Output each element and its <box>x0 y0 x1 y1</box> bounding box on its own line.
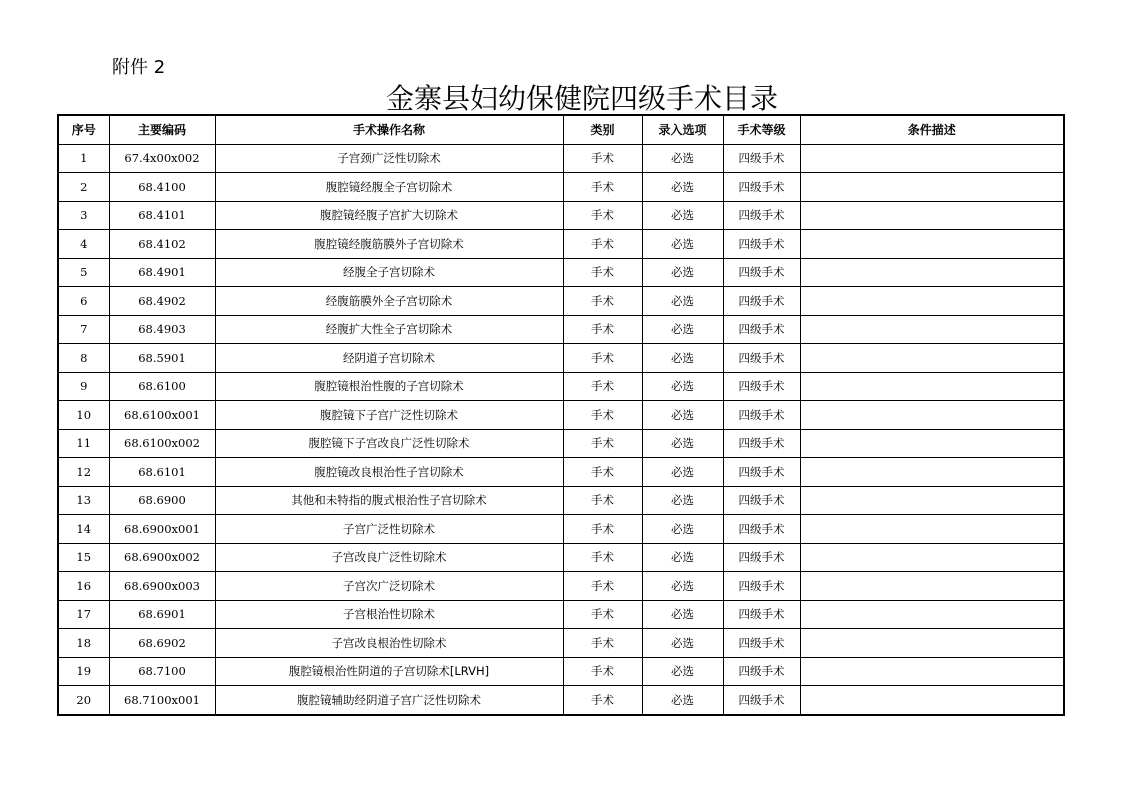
cell-grade: 四级手术 <box>723 458 800 487</box>
cell-code: 68.6900x003 <box>109 572 215 601</box>
cell-code: 68.6101 <box>109 458 215 487</box>
cell-code: 68.6900 <box>109 486 215 515</box>
cell-category: 手术 <box>563 543 642 572</box>
cell-name: 腹腔镜下子宫广泛性切除术 <box>215 401 563 430</box>
cell-grade: 四级手术 <box>723 657 800 686</box>
cell-grade: 四级手术 <box>723 173 800 202</box>
table-row <box>58 600 1064 629</box>
cell-code: 68.4902 <box>109 287 215 316</box>
cell-name: 子宫改良根治性切除术 <box>215 629 563 658</box>
cell-entry-option: 必选 <box>642 600 723 629</box>
table-row <box>58 686 1064 715</box>
cell-entry-option: 必选 <box>642 657 723 686</box>
cell-seq: 4 <box>58 230 109 259</box>
header-grade: 手术等级 <box>723 115 800 144</box>
cell-entry-option: 必选 <box>642 201 723 230</box>
cell-name: 腹腔镜经腹筋膜外子宫切除术 <box>215 230 563 259</box>
cell-seq: 13 <box>58 486 109 515</box>
cell-seq: 10 <box>58 401 109 430</box>
cell-category: 手术 <box>563 144 642 173</box>
cell-entry-option: 必选 <box>642 686 723 715</box>
cell-name: 子宫广泛性切除术 <box>215 515 563 544</box>
cell-name: 经阴道子宫切除术 <box>215 344 563 373</box>
cell-condition <box>800 686 1064 715</box>
cell-category: 手术 <box>563 429 642 458</box>
cell-code: 68.4102 <box>109 230 215 259</box>
cell-code: 68.6900x002 <box>109 543 215 572</box>
cell-entry-option: 必选 <box>642 401 723 430</box>
cell-condition <box>800 372 1064 401</box>
cell-seq: 7 <box>58 315 109 344</box>
attachment-label: 附件 2 <box>112 57 166 78</box>
cell-grade: 四级手术 <box>723 686 800 715</box>
cell-condition <box>800 144 1064 173</box>
cell-condition <box>800 287 1064 316</box>
cell-name: 子宫根治性切除术 <box>215 600 563 629</box>
cell-code: 68.4903 <box>109 315 215 344</box>
header-code: 主要编码 <box>109 115 215 144</box>
table-row <box>58 315 1064 344</box>
cell-code: 67.4x00x002 <box>109 144 215 173</box>
table-row <box>58 401 1064 430</box>
cell-condition <box>800 230 1064 259</box>
cell-grade: 四级手术 <box>723 372 800 401</box>
cell-category: 手术 <box>563 344 642 373</box>
table-row <box>58 458 1064 487</box>
cell-entry-option: 必选 <box>642 572 723 601</box>
cell-condition <box>800 401 1064 430</box>
cell-category: 手术 <box>563 458 642 487</box>
cell-name: 经腹扩大性全子宫切除术 <box>215 315 563 344</box>
table-row <box>58 344 1064 373</box>
cell-category: 手术 <box>563 258 642 287</box>
cell-name: 经腹全子宫切除术 <box>215 258 563 287</box>
cell-category: 手术 <box>563 315 642 344</box>
cell-code: 68.7100x001 <box>109 686 215 715</box>
table-row <box>58 258 1064 287</box>
cell-condition <box>800 258 1064 287</box>
table-row <box>58 201 1064 230</box>
cell-seq: 8 <box>58 344 109 373</box>
cell-grade: 四级手术 <box>723 572 800 601</box>
cell-grade: 四级手术 <box>723 287 800 316</box>
cell-condition <box>800 572 1064 601</box>
cell-seq: 17 <box>58 600 109 629</box>
cell-category: 手术 <box>563 173 642 202</box>
cell-category: 手术 <box>563 201 642 230</box>
cell-grade: 四级手术 <box>723 486 800 515</box>
cell-grade: 四级手术 <box>723 515 800 544</box>
cell-condition <box>800 515 1064 544</box>
cell-seq: 9 <box>58 372 109 401</box>
cell-name: 子宫颈广泛性切除术 <box>215 144 563 173</box>
cell-seq: 2 <box>58 173 109 202</box>
cell-category: 手术 <box>563 372 642 401</box>
cell-name: 经腹筋膜外全子宫切除术 <box>215 287 563 316</box>
cell-name: 腹腔镜根治性腹的子宫切除术 <box>215 372 563 401</box>
cell-grade: 四级手术 <box>723 315 800 344</box>
cell-seq: 6 <box>58 287 109 316</box>
cell-code: 68.4100 <box>109 173 215 202</box>
cell-code: 68.6100x002 <box>109 429 215 458</box>
cell-grade: 四级手术 <box>723 543 800 572</box>
cell-code: 68.6100x001 <box>109 401 215 430</box>
surgery-catalog-table <box>57 114 1065 716</box>
cell-seq: 3 <box>58 201 109 230</box>
table-row <box>58 572 1064 601</box>
cell-seq: 1 <box>58 144 109 173</box>
cell-seq: 12 <box>58 458 109 487</box>
cell-entry-option: 必选 <box>642 543 723 572</box>
cell-code: 68.6902 <box>109 629 215 658</box>
cell-name: 腹腔镜经腹子宫扩大切除术 <box>215 201 563 230</box>
cell-entry-option: 必选 <box>642 458 723 487</box>
header-category: 类别 <box>563 115 642 144</box>
cell-grade: 四级手术 <box>723 401 800 430</box>
cell-code: 68.6901 <box>109 600 215 629</box>
cell-condition <box>800 458 1064 487</box>
cell-grade: 四级手术 <box>723 344 800 373</box>
cell-entry-option: 必选 <box>642 258 723 287</box>
cell-seq: 20 <box>58 686 109 715</box>
header-condition: 条件描述 <box>800 115 1064 144</box>
cell-entry-option: 必选 <box>642 344 723 373</box>
cell-seq: 19 <box>58 657 109 686</box>
cell-category: 手术 <box>563 600 642 629</box>
table-row <box>58 287 1064 316</box>
cell-entry-option: 必选 <box>642 372 723 401</box>
cell-name: 腹腔镜辅助经阴道子宫广泛性切除术 <box>215 686 563 715</box>
table-row <box>58 543 1064 572</box>
cell-grade: 四级手术 <box>723 201 800 230</box>
header-entry-option: 录入选项 <box>642 115 723 144</box>
cell-code: 68.6100 <box>109 372 215 401</box>
cell-code: 68.4101 <box>109 201 215 230</box>
cell-grade: 四级手术 <box>723 230 800 259</box>
cell-grade: 四级手术 <box>723 429 800 458</box>
cell-code: 68.4901 <box>109 258 215 287</box>
cell-category: 手术 <box>563 657 642 686</box>
cell-code: 68.7100 <box>109 657 215 686</box>
cell-category: 手术 <box>563 572 642 601</box>
cell-seq: 5 <box>58 258 109 287</box>
cell-entry-option: 必选 <box>642 629 723 658</box>
cell-code: 68.5901 <box>109 344 215 373</box>
cell-code: 68.6900x001 <box>109 515 215 544</box>
cell-entry-option: 必选 <box>642 515 723 544</box>
cell-grade: 四级手术 <box>723 629 800 658</box>
cell-seq: 18 <box>58 629 109 658</box>
cell-name: 其他和未特指的腹式根治性子宫切除术 <box>215 486 563 515</box>
cell-seq: 11 <box>58 429 109 458</box>
cell-name: 腹腔镜经腹全子宫切除术 <box>215 173 563 202</box>
table-header-row <box>58 115 1064 144</box>
cell-condition <box>800 429 1064 458</box>
cell-category: 手术 <box>563 287 642 316</box>
cell-entry-option: 必选 <box>642 429 723 458</box>
cell-category: 手术 <box>563 230 642 259</box>
cell-category: 手术 <box>563 401 642 430</box>
cell-condition <box>800 173 1064 202</box>
cell-entry-option: 必选 <box>642 486 723 515</box>
cell-name: 腹腔镜改良根治性子宫切除术 <box>215 458 563 487</box>
table-row <box>58 629 1064 658</box>
cell-name: 腹腔镜根治性阴道的子宫切除术[LRVH] <box>215 657 563 686</box>
header-name: 手术操作名称 <box>215 115 563 144</box>
cell-seq: 16 <box>58 572 109 601</box>
cell-entry-option: 必选 <box>642 287 723 316</box>
cell-entry-option: 必选 <box>642 230 723 259</box>
cell-condition <box>800 201 1064 230</box>
table-row <box>58 372 1064 401</box>
cell-seq: 14 <box>58 515 109 544</box>
cell-category: 手术 <box>563 515 642 544</box>
cell-category: 手术 <box>563 486 642 515</box>
cell-condition <box>800 486 1064 515</box>
cell-condition <box>800 657 1064 686</box>
cell-category: 手术 <box>563 629 642 658</box>
header-seq: 序号 <box>58 115 109 144</box>
cell-grade: 四级手术 <box>723 144 800 173</box>
cell-condition <box>800 344 1064 373</box>
cell-entry-option: 必选 <box>642 144 723 173</box>
table-row <box>58 486 1064 515</box>
cell-seq: 15 <box>58 543 109 572</box>
table-row <box>58 515 1064 544</box>
table-row <box>58 429 1064 458</box>
cell-condition <box>800 543 1064 572</box>
table-row <box>58 230 1064 259</box>
cell-entry-option: 必选 <box>642 315 723 344</box>
table-row <box>58 144 1064 173</box>
cell-name: 子宫次广泛切除术 <box>215 572 563 601</box>
cell-grade: 四级手术 <box>723 258 800 287</box>
cell-entry-option: 必选 <box>642 173 723 202</box>
cell-condition <box>800 600 1064 629</box>
cell-condition <box>800 629 1064 658</box>
table-body <box>58 144 1064 715</box>
cell-grade: 四级手术 <box>723 600 800 629</box>
table-row <box>58 173 1064 202</box>
cell-condition <box>800 315 1064 344</box>
table-row <box>58 657 1064 686</box>
cell-name: 子宫改良广泛性切除术 <box>215 543 563 572</box>
cell-category: 手术 <box>563 686 642 715</box>
cell-name: 腹腔镜下子宫改良广泛性切除术 <box>215 429 563 458</box>
document-title: 金寨县妇幼保健院四级手术目录 <box>386 82 779 115</box>
